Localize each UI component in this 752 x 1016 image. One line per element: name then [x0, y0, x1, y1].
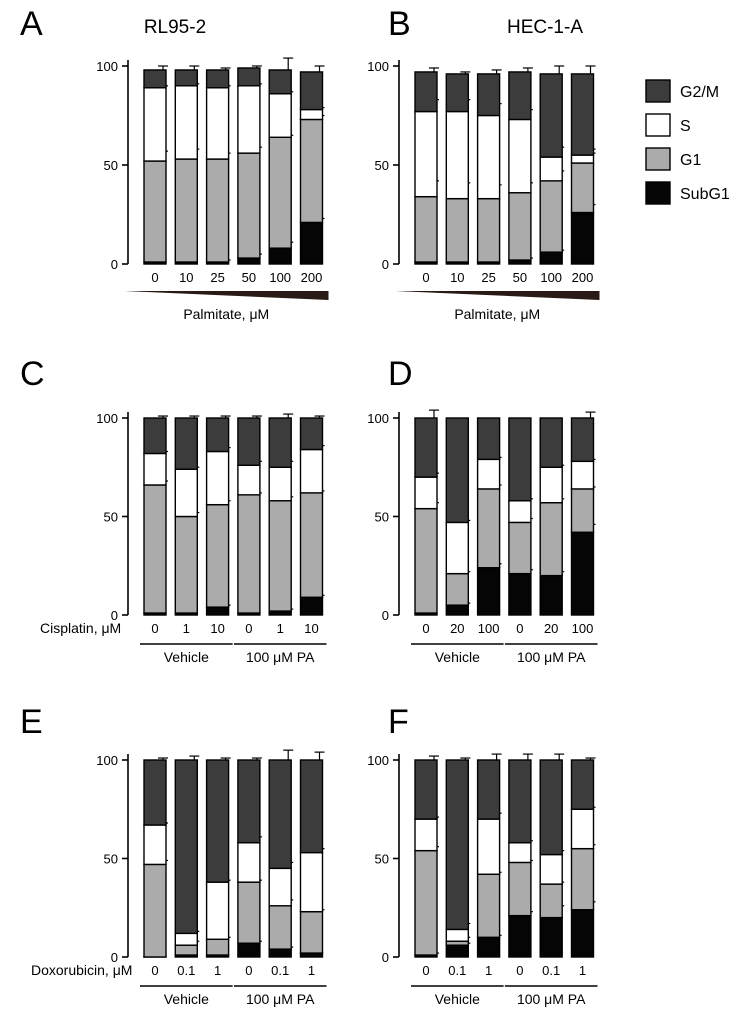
x-tick-label: 0.1 [271, 963, 290, 978]
bar-stack [509, 68, 533, 264]
bar-s-segment [509, 501, 531, 523]
bar-g1-segment [446, 199, 468, 262]
panel-d [367, 355, 597, 665]
bar-subg1-segment [446, 605, 468, 615]
bar-g2m-segment [175, 70, 197, 86]
bar-g1-segment [572, 489, 594, 532]
x-tick-label: 20 [450, 621, 465, 636]
bar-s-segment [269, 467, 291, 500]
x-tick-label: 100 [269, 270, 292, 285]
legend-swatch [646, 148, 670, 170]
bar-s-segment [269, 94, 291, 138]
bar-s-segment [446, 929, 468, 941]
y-tick-label: 0 [381, 257, 389, 272]
bar-subg1-segment [540, 252, 562, 264]
bar-subg1-segment [269, 949, 291, 957]
bar-s-segment [301, 853, 323, 912]
bar-g1-segment [175, 517, 197, 614]
bar-stack [269, 58, 293, 264]
y-tick-label: 50 [103, 509, 118, 525]
bar-s-segment [572, 461, 594, 489]
bar-subg1-segment [509, 574, 531, 615]
bar-stack [238, 66, 262, 264]
bar-g2m-segment [207, 70, 229, 88]
bar-g2m-segment [207, 418, 229, 451]
bar-g1-segment [238, 882, 260, 943]
y-tick-label: 50 [374, 158, 389, 173]
group-label: Vehicle [163, 649, 209, 665]
bar-g2m-segment [301, 72, 323, 110]
bar-stack [478, 754, 502, 957]
bar-stack [238, 758, 262, 957]
x-tick-label: 50 [241, 270, 257, 285]
x-tick-label: 0.1 [448, 963, 467, 978]
bar-g1-segment [572, 849, 594, 910]
group-label: Vehicle [163, 991, 209, 1007]
bar-subg1-segment [540, 576, 562, 615]
bar-g2m-segment [301, 760, 323, 853]
x-tick-label: 1 [578, 963, 587, 978]
bar-subg1-segment [238, 258, 260, 264]
panel-b [367, 5, 599, 322]
bar-g1-segment [144, 864, 166, 957]
bar-stack [509, 754, 533, 957]
bar-g1-segment [269, 501, 291, 611]
bar-g2m-segment [415, 72, 437, 112]
bar-g2m-segment [175, 760, 197, 933]
bar-g1-segment [415, 509, 437, 613]
treatment-label: Doxorubicin, μM [31, 962, 133, 978]
group-label: Vehicle [434, 649, 480, 665]
bar-s-segment [301, 450, 323, 493]
bar-subg1-segment [301, 222, 323, 264]
bar-stack [301, 416, 325, 615]
bar-subg1-segment [478, 937, 500, 957]
x-tick-label: 100 [477, 621, 500, 636]
bar-g2m-segment [509, 418, 531, 501]
x-tick-label: 1 [484, 963, 493, 978]
bar-s-segment [207, 451, 229, 504]
y-tick-label: 100 [367, 753, 389, 768]
x-tick-label: 10 [450, 270, 465, 285]
bar-s-segment [301, 110, 323, 120]
panel-letter: F [388, 703, 409, 741]
x-tick-label: 100 [540, 270, 563, 285]
y-tick-label: 0 [381, 608, 389, 623]
x-tick-label: 0 [516, 963, 524, 978]
panel-c [20, 355, 327, 665]
x-tick-label: 0 [245, 963, 253, 978]
bar-stack [269, 414, 293, 615]
bar-stack [175, 416, 199, 615]
bar-subg1-segment [301, 597, 323, 615]
y-tick-label: 100 [96, 411, 118, 426]
bar-s-segment [175, 86, 197, 159]
bar-g1-segment [540, 503, 562, 576]
x-tick-label: 0.1 [177, 963, 196, 978]
bar-stack [446, 72, 470, 264]
bar-stack [478, 418, 502, 615]
bar-stack [415, 756, 439, 957]
x-tick-label: 50 [512, 270, 528, 285]
bar-stack [572, 412, 596, 615]
bar-g1-segment [144, 485, 166, 613]
bar-s-segment [144, 88, 166, 161]
panel-f [367, 703, 597, 1007]
bar-g2m-segment [144, 70, 166, 88]
bar-g1-segment [415, 197, 437, 262]
x-axis-label: Palmitate, μM [454, 306, 541, 322]
panel-letter: E [20, 703, 43, 741]
bar-subg1-segment [572, 213, 594, 264]
bar-s-segment [175, 933, 197, 945]
bar-g1-segment [301, 493, 323, 597]
bar-subg1-segment [572, 532, 594, 615]
bar-g1-segment [301, 912, 323, 953]
x-tick-label: 0.1 [542, 963, 561, 978]
bar-s-segment [446, 522, 468, 573]
x-tick-label: 10 [179, 270, 194, 285]
bar-g1-segment [572, 163, 594, 213]
bar-stack [301, 752, 325, 957]
bar-s-segment [415, 112, 437, 197]
bar-s-segment [446, 112, 468, 199]
panel-letter: A [20, 5, 43, 43]
concentration-gradient-wedge [395, 291, 600, 300]
bar-s-segment [175, 469, 197, 516]
x-tick-label: 0 [422, 270, 430, 285]
bar-g1-segment [478, 489, 500, 568]
bar-s-segment [207, 88, 229, 159]
legend-label: SubG1 [680, 186, 730, 203]
y-tick-label: 0 [381, 950, 389, 965]
bar-stack [144, 66, 168, 264]
bar-g1-segment [238, 153, 260, 258]
bar-g1-segment [540, 884, 562, 917]
bar-s-segment [572, 155, 594, 163]
bar-stack [144, 416, 168, 615]
y-tick-label: 50 [374, 851, 389, 867]
x-tick-label: 10 [304, 621, 319, 636]
bar-stack [269, 750, 293, 957]
bar-g1-segment [207, 505, 229, 607]
bar-s-segment [509, 119, 531, 192]
x-tick-label: 20 [543, 621, 559, 636]
legend-swatch [646, 182, 670, 204]
bar-stack [540, 418, 564, 615]
bar-stack [238, 416, 262, 615]
x-tick-label: 100 [571, 621, 594, 636]
y-tick-label: 0 [110, 257, 118, 272]
y-tick-label: 0 [110, 950, 118, 965]
bar-subg1-segment [238, 943, 260, 957]
bar-subg1-segment [207, 607, 229, 615]
bar-stack [478, 70, 502, 264]
bar-g2m-segment [269, 418, 291, 467]
bar-g2m-segment [572, 418, 594, 461]
bar-g2m-segment [572, 760, 594, 809]
bar-g1-segment [238, 495, 260, 613]
group-label: 100 μM PA [245, 991, 315, 1007]
bar-stack [175, 66, 199, 264]
bar-s-segment [238, 843, 260, 882]
x-tick-label: 0 [516, 621, 524, 636]
x-tick-label: 200 [571, 270, 594, 285]
bar-g1-segment [207, 159, 229, 262]
bar-subg1-segment [509, 916, 531, 957]
bar-g2m-segment [509, 72, 531, 120]
bar-s-segment [144, 453, 166, 485]
y-tick-label: 50 [103, 851, 118, 867]
panel-title: HEC-1-A [506, 17, 584, 38]
legend-swatch [646, 114, 670, 136]
x-tick-label: 0 [151, 621, 159, 636]
bar-s-segment [572, 809, 594, 848]
legend-label: S [680, 118, 691, 135]
x-tick-label: 25 [210, 270, 225, 285]
x-tick-label: 0 [245, 621, 253, 636]
bar-s-segment [238, 86, 260, 153]
bar-g2m-segment [446, 74, 468, 112]
bar-g2m-segment [446, 418, 468, 522]
bar-stack [415, 68, 439, 264]
bar-subg1-segment [540, 918, 562, 957]
bar-g1-segment [207, 939, 229, 955]
bar-g2m-segment [509, 760, 531, 843]
bar-g2m-segment [446, 760, 468, 929]
group-label: 100 μM PA [516, 991, 586, 1007]
bar-g2m-segment [415, 760, 437, 819]
bar-g2m-segment [144, 418, 166, 453]
x-tick-label: 25 [481, 270, 496, 285]
panel-title: RL95-2 [143, 17, 207, 38]
bar-g2m-segment [238, 68, 260, 86]
legend-label: G1 [680, 152, 702, 169]
y-tick-label: 50 [103, 158, 118, 173]
bar-stack [207, 68, 231, 264]
bar-stack [415, 410, 439, 615]
bar-g1-segment [509, 193, 531, 260]
bar-g1-segment [175, 945, 197, 955]
bar-g1-segment [509, 862, 531, 915]
bar-stack [446, 418, 470, 615]
bar-g2m-segment [540, 760, 562, 855]
panel-letter: D [388, 355, 413, 393]
bar-s-segment [415, 477, 437, 509]
treatment-label: Cisplatin, μM [40, 620, 122, 636]
bar-stack [540, 754, 564, 957]
bar-g1-segment [478, 199, 500, 262]
bar-stack [572, 66, 596, 264]
panel-letter: B [388, 5, 411, 43]
bar-g2m-segment [301, 418, 323, 450]
group-label: 100 μM PA [516, 649, 586, 665]
bar-g2m-segment [478, 418, 500, 459]
bar-g1-segment [509, 522, 531, 573]
bar-subg1-segment [572, 910, 594, 957]
panels [20, 5, 600, 1007]
x-tick-label: 10 [210, 621, 225, 636]
group-label: 100 μM PA [245, 649, 315, 665]
y-tick-label: 100 [367, 411, 389, 426]
concentration-gradient-wedge [124, 291, 329, 300]
x-tick-label: 0 [151, 963, 159, 978]
bar-stack [446, 758, 470, 957]
bar-g2m-segment [207, 760, 229, 882]
bar-g2m-segment [269, 70, 291, 94]
bar-subg1-segment [478, 568, 500, 615]
bar-stack [207, 758, 231, 957]
bar-g1-segment [415, 851, 437, 955]
bar-s-segment [540, 157, 562, 181]
bar-s-segment [478, 116, 500, 199]
bar-g1-segment [175, 159, 197, 262]
legend-label: G2/M [680, 84, 720, 101]
bar-subg1-segment [269, 248, 291, 264]
legend [646, 80, 730, 204]
legend-swatch [646, 80, 670, 102]
y-tick-label: 100 [96, 59, 118, 74]
y-tick-label: 50 [374, 509, 389, 525]
panel-e [20, 703, 327, 1007]
x-tick-label: 0 [422, 963, 430, 978]
bar-stack [540, 66, 564, 264]
bar-g1-segment [269, 137, 291, 248]
x-tick-label: 1 [307, 963, 316, 978]
bar-s-segment [207, 882, 229, 939]
bar-s-segment [269, 868, 291, 905]
bar-s-segment [238, 465, 260, 495]
panel-a [20, 5, 329, 322]
bar-s-segment [478, 459, 500, 489]
bar-g2m-segment [238, 760, 260, 843]
y-tick-label: 100 [367, 59, 389, 74]
bar-g1-segment [144, 161, 166, 262]
bar-g1-segment [446, 574, 468, 606]
x-tick-label: 1 [213, 963, 222, 978]
bar-g2m-segment [572, 74, 594, 155]
bar-s-segment [509, 843, 531, 863]
x-tick-label: 200 [300, 270, 323, 285]
bar-g2m-segment [415, 418, 437, 477]
x-tick-label: 0 [422, 621, 430, 636]
bar-s-segment [415, 819, 437, 851]
x-tick-label: 0 [151, 270, 159, 285]
bar-s-segment [478, 819, 500, 874]
bar-g2m-segment [540, 418, 562, 467]
x-tick-label: 1 [276, 621, 284, 636]
bar-subg1-segment [446, 945, 468, 957]
bar-s-segment [540, 467, 562, 502]
bar-s-segment [540, 855, 562, 885]
bar-s-segment [144, 825, 166, 864]
bar-stack [175, 756, 199, 957]
bar-g1-segment [301, 119, 323, 222]
bar-g2m-segment [478, 760, 500, 819]
panel-letter: C [20, 355, 45, 393]
y-tick-label: 0 [110, 608, 118, 623]
bar-stack [301, 66, 325, 264]
bar-g1-segment [540, 181, 562, 252]
bar-g1-segment [269, 906, 291, 949]
bar-stack [509, 418, 533, 615]
bar-stack [144, 758, 168, 957]
bar-stack [572, 758, 596, 957]
x-axis-label: Palmitate, μM [183, 306, 270, 322]
bar-g2m-segment [238, 418, 260, 465]
x-tick-label: 1 [182, 621, 190, 636]
bar-g2m-segment [175, 418, 197, 469]
bar-g2m-segment [478, 74, 500, 116]
bar-g2m-segment [540, 74, 562, 157]
bar-g2m-segment [269, 760, 291, 868]
bar-g2m-segment [144, 760, 166, 825]
bar-g1-segment [478, 874, 500, 937]
y-tick-label: 100 [96, 753, 118, 768]
bar-stack [207, 416, 231, 615]
group-label: Vehicle [434, 991, 480, 1007]
